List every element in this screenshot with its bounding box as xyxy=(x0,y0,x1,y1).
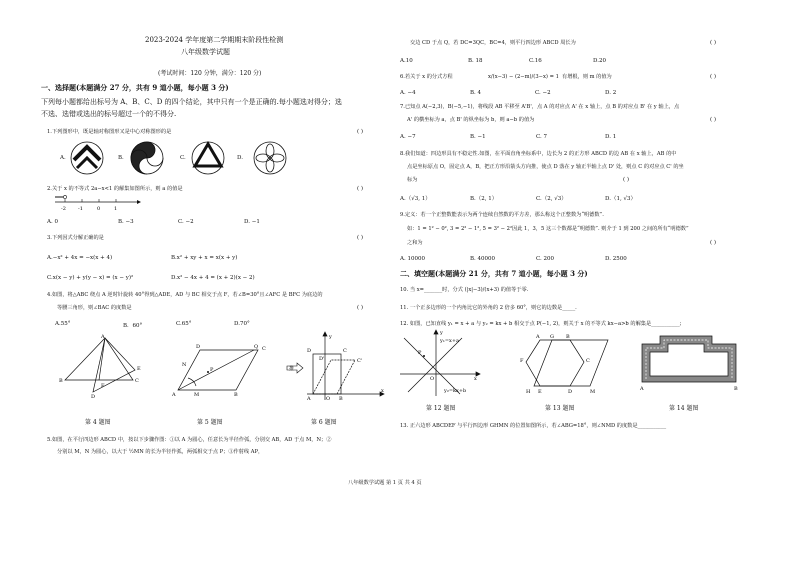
q1-option-b: B. xyxy=(118,155,124,161)
fig4-rotation-triangles xyxy=(55,332,155,402)
svg-text:y₂=kx+b: y₂=kx+b xyxy=(444,388,467,394)
q3-option-b: B.x² + xy + x = x(x + y) xyxy=(171,255,238,261)
q2-tick-neg1: -1 xyxy=(78,206,83,212)
svg-text:F: F xyxy=(520,358,524,364)
q3-option-c: C.x(x − y) + y(y − x) = (x − y)² xyxy=(47,275,134,281)
svg-text:B: B xyxy=(734,386,738,392)
svg-text:D: D xyxy=(91,394,96,400)
svg-text:y₁=x+a: y₁=x+a xyxy=(440,338,460,344)
svg-text:G: G xyxy=(550,334,554,340)
q1-fig-d-flower xyxy=(254,142,286,174)
q5-line-3: 交边 CD 于点 Q，若 DC=3QC，BC=4，则平行四边形 ABCD 周长为 xyxy=(410,40,576,46)
q5-option-a: A.10 xyxy=(400,58,413,64)
svg-text:B: B xyxy=(234,392,238,398)
q6-fraction: x/(x−3) − (2−m)/(3−x) = 1 xyxy=(488,74,559,80)
q6-text-pre: 6.若关于 x 的分式方程 xyxy=(400,74,453,80)
q8-line-3: 标为 xyxy=(407,177,418,183)
exam-subtitle: 八年级数学试题 xyxy=(181,48,230,56)
svg-text:B: B xyxy=(59,378,63,384)
q3-paren: ( ) xyxy=(357,235,364,241)
section2-title: 二、填空题(本题满分 21 分，共有 7 道小题，每小题 3 分) xyxy=(400,269,588,278)
q1-text: 1.下列图形中，既是轴对称图形又是中心对称图形的是 xyxy=(47,129,172,135)
q10-text: 10. 当 x=_______时，分式 (|x|−3)/(x+3) 的值等于零. xyxy=(400,287,529,293)
q8-paren: ( ) xyxy=(623,177,630,183)
svg-text:F: F xyxy=(101,383,105,389)
fig12-two-lines xyxy=(400,330,480,398)
q1-figures xyxy=(70,140,370,180)
svg-text:推: 推 xyxy=(289,366,295,372)
fig5-caption: 第 5 题图 xyxy=(197,419,223,426)
svg-text:O: O xyxy=(326,396,331,402)
q7-option-b: B. −1 xyxy=(470,134,486,140)
svg-text:Q: Q xyxy=(254,344,259,350)
q2-tick-0: 0 xyxy=(97,206,101,212)
q9-option-b: B. 40000 xyxy=(470,256,496,262)
svg-text:A: A xyxy=(101,334,105,340)
q5-option-c: C.16 xyxy=(529,58,542,64)
q6-text-post: 有增根，则 m 的值为 xyxy=(562,74,612,80)
svg-text:N: N xyxy=(182,362,187,368)
q9-line-1: 9.定义：若一个正整数能表示为两个连续自然数的平方差，那么称这个正整数为“明德数”. xyxy=(400,212,604,218)
q4-option-c: C.65° xyxy=(176,321,192,327)
svg-text:D': D' xyxy=(319,356,325,362)
q5-line-1: 5.如图，在平行四边形 ABCD 中，按以下步骤作图：①以 A 为圆心，任意长为半径作弧，分别交 AB，AD 于点 M，N；② xyxy=(47,437,332,443)
q13-text: 13. 正六边形 ABCDEF 与平行四边形 GHMN 的位置如图所示，若∠ABG=18°，则∠NMD 的度数是___________ xyxy=(400,423,667,429)
svg-text:P: P xyxy=(418,350,422,356)
q1-option-a: A. xyxy=(60,155,66,161)
svg-text:C: C xyxy=(135,378,139,384)
q2-option-c: C. −2 xyxy=(178,219,194,225)
fig13-caption: 第 13 题图 xyxy=(545,405,575,412)
q5-paren: ( ) xyxy=(710,40,717,46)
svg-text:M: M xyxy=(194,392,200,398)
q2-option-b: B. −3 xyxy=(118,219,134,225)
fig12-caption: 第 12 题图 xyxy=(426,405,456,412)
q4-text: 4.如图，将△ABC 绕点 A 逆时针旋转 40°得到△ADE，AD 与 BC 相交于点 F，若∠B=30°且∠AFC 是 BFC 为底边的 xyxy=(47,292,323,298)
svg-text:A: A xyxy=(640,386,644,392)
q9-option-c: C. 200 xyxy=(536,256,555,262)
fig14-stepped-path xyxy=(640,334,740,394)
q12-text: 12. 如图，已知直线 y₁ = x + a 与 y₂ = kx + b 相交于点 P(−1, 2)，则关于 x 的不等式 kx−a>b 的解集是___________; xyxy=(400,321,682,327)
q2-tick-1: 1 xyxy=(114,206,118,212)
svg-text:B: B xyxy=(339,396,343,402)
q2-option-d: D. −1 xyxy=(244,219,260,225)
page-footer: 八年级数学试题 第 1 页 共 4 页 xyxy=(348,480,422,486)
q6-option-d: D. 2 xyxy=(605,90,617,96)
q6-option-b: B. 4 xyxy=(470,90,482,96)
svg-text:D: D xyxy=(196,344,201,350)
svg-text:y: y xyxy=(329,334,332,340)
fig13-hexagon-parallelogram xyxy=(518,330,618,398)
svg-text:D: D xyxy=(568,389,573,395)
q3-option-d: D.x² − 4x + 4 = (x + 2)(x − 2) xyxy=(171,275,255,281)
q1-option-c: C. xyxy=(180,155,186,161)
fig6-square-push xyxy=(285,332,385,402)
q4-text-2: 等腰三角形，则∠BAC 的度数是 xyxy=(57,305,132,311)
q2-text: 2.关于 x 的不等式 2a−x<1 的解集如图所示，则 a 的值是 xyxy=(47,186,183,192)
q8-line-2: 点是坐标原点 O，固定点 A，B，把正方形沿箭头方向推，使点 D 落在 y 轴正半轴上点 D' 处，则点 C 的对应点 C' 的坐 xyxy=(407,164,684,170)
section1-title: 一、选择题(本题满分 27 分，共有 9 道小题，每小题 3 分) xyxy=(41,83,229,92)
q7-option-d: D. 1 xyxy=(605,134,617,140)
svg-text:E: E xyxy=(137,366,141,372)
q1-fig-b-yinyang xyxy=(131,142,163,174)
q6-paren: ( ) xyxy=(710,74,717,80)
svg-text:B: B xyxy=(566,334,570,340)
q1-fig-c-triangle-circle xyxy=(192,142,224,174)
q4-option-d: D.70° xyxy=(234,321,250,327)
svg-text:A: A xyxy=(172,392,176,398)
q3-text: 3.下列因式分解正确的是 xyxy=(47,235,104,241)
q5-option-d: D.20 xyxy=(593,58,606,64)
fig4-caption: 第 4 题图 xyxy=(85,419,111,426)
q6-option-c: C. −2 xyxy=(535,90,551,96)
q8-option-d: D.（1, √3） xyxy=(605,196,636,202)
q3-option-a: A.−x² + 4x = −x(x + 4) xyxy=(47,255,113,261)
q1-paren: ( ) xyxy=(357,129,364,135)
svg-text:C: C xyxy=(262,346,266,352)
exam-time-info: (考试时间：120 分钟，满分：120 分) xyxy=(158,70,262,77)
fig6-caption: 第 6 题图 xyxy=(311,419,337,426)
q9-line-3: 之和为 xyxy=(407,240,423,246)
q5-option-b: B. 18 xyxy=(468,58,483,64)
q8-line-1: 8.我们知道：四边形具有不稳定性.如图，在平面直角坐标系中，边长为 2 的正方形 ABCD 的边 AB 在 x 轴上，AB 的中 xyxy=(400,151,677,157)
q7-line-1: 7.已知点 A(−2,3)，B(−5,−1)，将线段 AB 平移至 A'B'，点 A 的对应点 A' 在 x 轴上，点 B 的对应点 B' 在 y 轴上，点 xyxy=(400,104,680,110)
q9-paren: ( ) xyxy=(710,240,717,246)
q1-option-d: D. xyxy=(237,155,243,161)
svg-text:A: A xyxy=(536,334,540,340)
svg-text:x: x xyxy=(474,376,477,382)
svg-text:D: D xyxy=(307,348,312,354)
svg-text:A: A xyxy=(307,396,311,402)
q9-option-d: D. 2500 xyxy=(605,256,627,262)
svg-text:P: P xyxy=(210,367,214,373)
svg-text:x: x xyxy=(381,388,384,394)
svg-text:H: H xyxy=(526,389,531,395)
q2-option-a: A. 0 xyxy=(47,219,58,225)
svg-text:C': C' xyxy=(357,358,363,364)
q6-option-a: A. −4 xyxy=(400,90,416,96)
section1-instruction-1: 下列每小题都给出标号为 A、B、C、D 的四个结论，其中只有一个是正确的.每小题选对得分；选 xyxy=(41,98,342,106)
q2-paren: ( ) xyxy=(357,186,364,192)
q4-paren: ( ) xyxy=(357,305,364,311)
q4-option-a: A.55° xyxy=(55,321,71,327)
section1-instruction-2: 不选、选错或选出的标号超过一个的不得分. xyxy=(41,110,177,118)
q8-option-b: B.（2, 1） xyxy=(470,196,498,202)
q11-text: 11. 一个正多边形的一个内角比它的外角的 2 倍多 60°，则它的边数是_____. xyxy=(400,305,577,311)
q5-line-2: 分别以 M，N 为圆心，以大于 ½MN 的长为半径作弧，两弧相交于点 P；③作射线 AP， xyxy=(57,449,264,455)
exam-title: 2023-2024 学年度第二学期期末阶段性检测 xyxy=(145,36,284,44)
q9-option-a: A. 10000 xyxy=(400,256,425,262)
q2-tick-neg2: -2 xyxy=(61,206,66,212)
svg-text:O: O xyxy=(430,376,435,382)
q7-option-c: C. 7 xyxy=(536,134,548,140)
q8-option-a: A.（√3, 1） xyxy=(400,196,431,202)
svg-text:C: C xyxy=(586,358,590,364)
q7-option-a: A. −7 xyxy=(400,134,416,140)
q7-paren: ( ) xyxy=(710,117,717,123)
svg-text:E: E xyxy=(538,389,542,395)
q4-option-b: B．60° xyxy=(123,323,143,329)
q7-line-2: A' 的横坐标为 a，点 B' 的纵坐标为 b，则 a−b 的值为 xyxy=(407,117,535,123)
svg-text:C: C xyxy=(343,348,347,354)
svg-text:M: M xyxy=(590,389,596,395)
fig5-parallelogram xyxy=(170,338,270,398)
q8-option-c: C.（2, √3） xyxy=(536,196,567,202)
fig14-caption: 第 14 题图 xyxy=(669,405,699,412)
svg-text:y: y xyxy=(440,330,443,336)
q9-line-2: 如：1 = 1² − 0², 3 = 2² − 1², 5 = 3² − 2²因此 1，3，5 这三个数都是“明德数”. 则介于 1 到 200 之间的所有“明德数” xyxy=(407,226,689,232)
q1-fig-a-chevron-circle xyxy=(71,142,103,174)
q2-number-line xyxy=(55,196,145,216)
